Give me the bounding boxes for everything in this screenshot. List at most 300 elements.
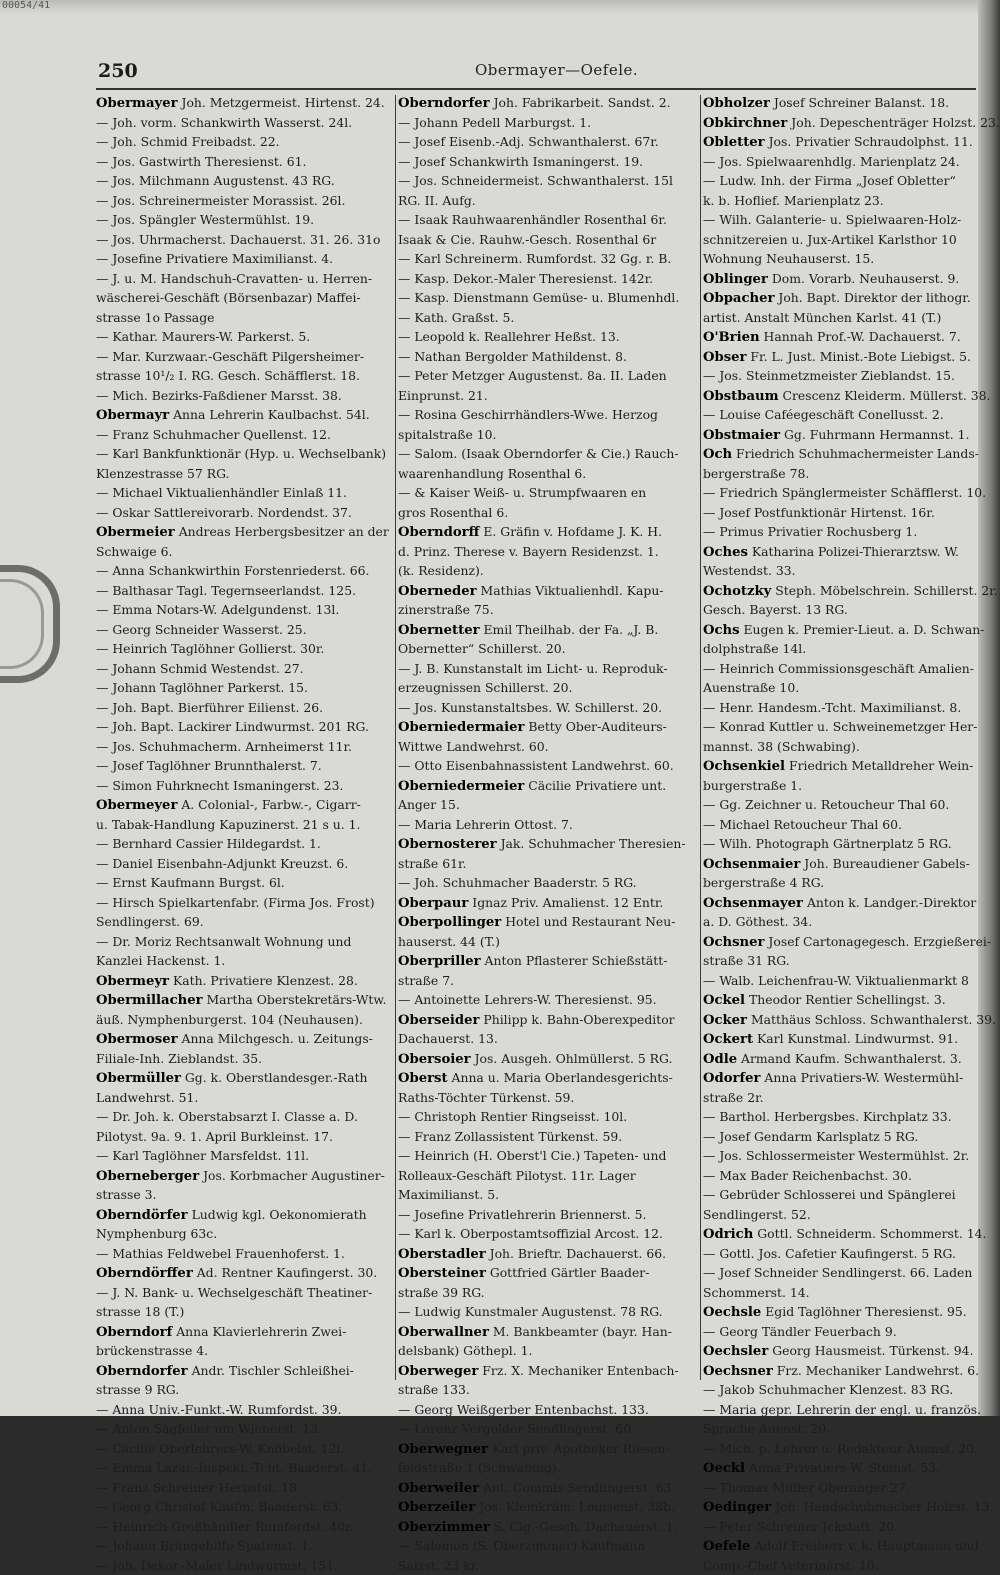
directory-entry bbox=[96, 581, 392, 601]
directory-entry bbox=[398, 776, 696, 796]
entry-text: Katharina Polizei-Thierarztsw. W. bbox=[748, 544, 959, 559]
directory-entry bbox=[96, 522, 392, 542]
entry-text: — Karl Taglöhner Marsfeldst. 11l. bbox=[96, 1148, 309, 1163]
directory-entry bbox=[703, 503, 982, 523]
directory-entry bbox=[703, 1224, 982, 1244]
entry-text: Karl Kunstmal. Lindwurmst. 91. bbox=[753, 1031, 958, 1046]
directory-entry bbox=[96, 795, 392, 815]
directory-entry bbox=[703, 366, 982, 386]
entry-surname: Ochsenkiel bbox=[703, 759, 785, 774]
directory-entry bbox=[96, 561, 392, 581]
entry-text: Ad. Rentner Kaufingerst. 30. bbox=[193, 1265, 377, 1280]
directory-entry bbox=[398, 1244, 696, 1264]
directory-entry bbox=[398, 1380, 696, 1400]
directory-entry bbox=[703, 464, 982, 484]
entry-text: Kath. Privatiere Klenzest. 28. bbox=[169, 973, 358, 988]
entry-text: Auenstraße 10. bbox=[703, 680, 799, 695]
entry-surname: Obpacher bbox=[703, 291, 774, 306]
entry-text: Joh. Depeschenträger Holzst. 23. bbox=[787, 115, 999, 130]
entry-surname: Oechsler bbox=[703, 1344, 768, 1359]
directory-entry bbox=[398, 932, 696, 952]
column-3 bbox=[703, 93, 982, 1383]
entry-text: — Johann Schmid Westendst. 27. bbox=[96, 661, 304, 676]
entry-text: Raths-Töchter Türkenst. 59. bbox=[398, 1090, 574, 1105]
directory-entry bbox=[96, 951, 392, 971]
entry-text: straße 7. bbox=[398, 973, 454, 988]
entry-text: — Dr. Moriz Rechtsanwalt Wohnung und bbox=[96, 934, 351, 949]
entry-text: — Georg Christof Kaufm. Baaderst. 63. bbox=[96, 1499, 342, 1514]
entry-surname: Oechsle bbox=[703, 1305, 761, 1320]
directory-entry bbox=[703, 1107, 982, 1127]
entry-text: Schommerst. 14. bbox=[703, 1285, 810, 1300]
directory-entry bbox=[398, 386, 696, 406]
entry-text: Jos. Privatier Schraudolphst. 11. bbox=[765, 134, 973, 149]
directory-entry bbox=[398, 1439, 696, 1459]
directory-entry bbox=[96, 756, 392, 776]
directory-entry bbox=[703, 1029, 982, 1049]
entry-text: äuß. Nymphenburgerst. 104 (Neuhausen). bbox=[96, 1012, 363, 1027]
scan-code: 00054/41 bbox=[2, 0, 50, 11]
entry-surname: Odle bbox=[703, 1052, 737, 1067]
entry-text: — Georg Weißgerber Entenbachst. 133. bbox=[398, 1402, 649, 1417]
directory-entry bbox=[703, 776, 982, 796]
entry-surname: Oberpriller bbox=[398, 954, 481, 969]
directory-entry bbox=[703, 1419, 982, 1439]
entry-text: Gottfried Gärtler Baader- bbox=[486, 1265, 650, 1280]
directory-entry bbox=[96, 854, 392, 874]
entry-text: — Josefine Privatlehrerin Briennerst. 5. bbox=[398, 1207, 646, 1222]
directory-entry bbox=[398, 171, 696, 191]
directory-entry bbox=[398, 912, 696, 932]
entry-text: delsbank) Göthepl. 1. bbox=[398, 1343, 532, 1358]
entry-text: — Barthol. Herbergsbes. Kirchplatz 33. bbox=[703, 1109, 952, 1124]
directory-entry bbox=[398, 756, 696, 776]
directory-entry bbox=[96, 1517, 392, 1537]
directory-entry bbox=[703, 171, 982, 191]
directory-entry bbox=[96, 1419, 392, 1439]
entry-text: — Thomas Müller Oberanger 27. bbox=[703, 1480, 910, 1495]
entry-text: Jos. Ausgeh. Ohlmüllerst. 5 RG. bbox=[471, 1051, 673, 1066]
directory-entry bbox=[96, 483, 392, 503]
entry-text: Obernetter“ Schillerst. 20. bbox=[398, 641, 566, 656]
entry-text: — Karl Bankfunktionär (Hyp. u. Wechselbank) bbox=[96, 446, 386, 461]
directory-entry bbox=[703, 737, 982, 757]
entry-surname: Oechsner bbox=[703, 1364, 773, 1379]
entry-text: — Wilh. Galanterie- u. Spielwaaren-Holz- bbox=[703, 212, 961, 227]
entry-text: schnitzereien u. Jux-Artikel Karlsthor 10 bbox=[703, 232, 957, 247]
directory-entry bbox=[703, 210, 982, 230]
entry-surname: Ochsner bbox=[703, 935, 764, 950]
entry-text: Joh. Fabrikarbeit. Sandst. 2. bbox=[490, 95, 671, 110]
directory-entry bbox=[398, 854, 696, 874]
entry-surname: Ockert bbox=[703, 1032, 753, 1047]
entry-surname: Ocker bbox=[703, 1013, 747, 1028]
directory-entry bbox=[703, 191, 982, 211]
entry-text: (k. Residenz). bbox=[398, 563, 484, 578]
directory-entry bbox=[96, 171, 392, 191]
entry-text: bergerstraße 78. bbox=[703, 466, 809, 481]
entry-surname: Obersoier bbox=[398, 1052, 471, 1067]
entry-text: — Heinrich Commissionsgeschäft Amalien- bbox=[703, 661, 974, 676]
directory-entry bbox=[96, 932, 392, 952]
entry-text: — Karl k. Oberpostamtsoffizial Arcost. 12. bbox=[398, 1226, 663, 1241]
entry-text: — Peter Schreiner Jckstatt. 20. bbox=[703, 1519, 898, 1534]
entry-text: — Josefine Privatiere Maximilianst. 4. bbox=[96, 251, 333, 266]
entry-text: burgerstraße 1. bbox=[703, 778, 802, 793]
entry-text: — Jos. Uhrmacherst. Dachauerst. 31. 26. 31o bbox=[96, 232, 380, 247]
directory-entry bbox=[96, 659, 392, 679]
entry-text: Cäcilie Privatiere unt. bbox=[524, 778, 666, 793]
entry-text: straße 61r. bbox=[398, 856, 466, 871]
entry-text: — Henr. Handesm.-Tcht. Maximilianst. 8. bbox=[703, 700, 961, 715]
directory-entry bbox=[96, 1107, 392, 1127]
directory-entry bbox=[398, 308, 696, 328]
entry-surname: Oberstadler bbox=[398, 1247, 486, 1262]
entry-text: waarenhandlung Rosenthal 6. bbox=[398, 466, 586, 481]
entry-surname: Obermeyer bbox=[96, 798, 177, 813]
entry-text: feldstraße 1 (Schwabing). bbox=[398, 1460, 561, 1475]
directory-entry bbox=[703, 1439, 982, 1459]
entry-text: — Dr. Joh. k. Oberstabsarzt I. Classe a. D. bbox=[96, 1109, 358, 1124]
directory-entry bbox=[398, 1010, 696, 1030]
directory-entry bbox=[96, 288, 392, 308]
directory-entry bbox=[703, 932, 982, 952]
entry-text: — Mar. Kurzwaar.-Geschäft Pilgersheimer- bbox=[96, 349, 364, 364]
directory-entry bbox=[703, 425, 982, 445]
directory-entry bbox=[703, 1458, 982, 1478]
entry-text: Sendlingerst. 52. bbox=[703, 1207, 811, 1222]
entry-text: Crescenz Kleiderm. Müllerst. 38. bbox=[779, 388, 991, 403]
entry-text: — Konrad Kuttler u. Schweinemetzger Her- bbox=[703, 719, 977, 734]
entry-text: — Maria Lehrerin Ottost. 7. bbox=[398, 817, 573, 832]
directory-entry bbox=[96, 1556, 392, 1575]
directory-entry bbox=[398, 425, 696, 445]
directory-entry bbox=[703, 1185, 982, 1205]
directory-entry bbox=[703, 561, 982, 581]
directory-entry bbox=[398, 1458, 696, 1478]
entry-text: zinerstraße 75. bbox=[398, 602, 494, 617]
entry-surname: Oberzimmer bbox=[398, 1520, 490, 1535]
entry-text: — Johann Brängehilfe Spatenst. 1. bbox=[96, 1538, 313, 1553]
directory-entry bbox=[703, 1322, 982, 1342]
directory-entry bbox=[96, 1380, 392, 1400]
directory-entry bbox=[96, 327, 392, 347]
entry-text: — Balthasar Tagl. Tegernseerlandst. 125. bbox=[96, 583, 356, 598]
entry-text: strasse 10¹/₂ I. RG. Gesch. Schäfflerst. 18. bbox=[96, 368, 360, 383]
directory-entry bbox=[96, 152, 392, 172]
directory-entry bbox=[703, 269, 982, 289]
directory-entry bbox=[703, 639, 982, 659]
directory-entry bbox=[703, 288, 982, 308]
directory-entry bbox=[96, 1400, 392, 1420]
entry-text: — Kath. Graßst. 5. bbox=[398, 310, 514, 325]
entry-surname: Obser bbox=[703, 350, 746, 365]
entry-surname: Obermillacher bbox=[96, 993, 203, 1008]
entry-text: k. b. Hoflief. Marienplatz 23. bbox=[703, 193, 884, 208]
entry-text: Westendst. 33. bbox=[703, 563, 796, 578]
entry-text: Pilotyst. 9a. 9. 1. April Burkleinst. 17. bbox=[96, 1129, 333, 1144]
directory-entry bbox=[703, 1556, 982, 1575]
directory-entry bbox=[96, 737, 392, 757]
directory-entry bbox=[96, 1536, 392, 1556]
entry-text: Jos. Kleinkräm. Louisenst. 38b. bbox=[475, 1499, 675, 1514]
entry-text: Joh. Metzgermeist. Hirtenst. 24. bbox=[178, 95, 385, 110]
entry-text: Matthäus Schloss. Schwanthalerst. 39. bbox=[747, 1012, 996, 1027]
directory-entry bbox=[96, 1205, 392, 1225]
directory-entry bbox=[703, 93, 982, 113]
entry-surname: Obletter bbox=[703, 135, 765, 150]
entry-text: artist. Anstalt München Karlst. 41 (T.) bbox=[703, 310, 941, 325]
directory-entry bbox=[398, 1517, 696, 1537]
entry-surname: Oberpollinger bbox=[398, 915, 501, 930]
directory-entry bbox=[398, 1224, 696, 1244]
directory-entry bbox=[703, 717, 982, 737]
entry-text: — Josef Taglöhner Brunnthalerst. 7. bbox=[96, 758, 322, 773]
directory-entry bbox=[398, 327, 696, 347]
directory-entry bbox=[703, 327, 982, 347]
directory-entry bbox=[703, 230, 982, 250]
directory-entry bbox=[398, 893, 696, 913]
directory-entry bbox=[703, 132, 982, 152]
directory-entry bbox=[398, 834, 696, 854]
entry-surname: Ochs bbox=[703, 623, 740, 638]
directory-entry bbox=[703, 1127, 982, 1147]
directory-entry bbox=[398, 93, 696, 113]
entry-text: — Bernhard Cassier Hildegardst. 1. bbox=[96, 836, 321, 851]
directory-entry bbox=[703, 1088, 982, 1108]
directory-entry bbox=[96, 1224, 392, 1244]
directory-entry bbox=[398, 815, 696, 835]
entry-text: — Franz Schuhmacher Quellenst. 12. bbox=[96, 427, 331, 442]
entry-surname: Oeckl bbox=[703, 1461, 745, 1476]
directory-entry bbox=[96, 620, 392, 640]
entry-text: Anger 15. bbox=[398, 797, 460, 812]
directory-entry bbox=[96, 1244, 392, 1264]
directory-entry bbox=[703, 1478, 982, 1498]
directory-entry bbox=[398, 464, 696, 484]
entry-text: Anna u. Maria Oberlandesgerichts- bbox=[448, 1070, 673, 1085]
entry-text: — Anna Schankwirthin Forstenriederst. 66. bbox=[96, 563, 369, 578]
directory-entry bbox=[96, 191, 392, 211]
directory-entry bbox=[96, 1029, 392, 1049]
entry-surname: Oberseider bbox=[398, 1013, 479, 1028]
entry-text: — Jos. Schneidermeist. Schwanthalerst. 15l bbox=[398, 173, 673, 188]
directory-entry bbox=[703, 698, 982, 718]
directory-entry bbox=[703, 1010, 982, 1030]
directory-entry bbox=[96, 639, 392, 659]
entry-surname: Odorfer bbox=[703, 1071, 760, 1086]
entry-surname: Oblinger bbox=[703, 272, 768, 287]
entry-text: gros Rosenthal 6. bbox=[398, 505, 508, 520]
entry-text: Karl priv. Apotheker Riesen- bbox=[488, 1441, 669, 1456]
directory-entry bbox=[96, 269, 392, 289]
directory-entry bbox=[96, 464, 392, 484]
directory-entry bbox=[703, 1244, 982, 1264]
entry-text: — Jos. Schlossermeister Westermühlst. 2r. bbox=[703, 1148, 969, 1163]
directory-entry bbox=[703, 1166, 982, 1186]
directory-entry bbox=[398, 503, 696, 523]
directory-entry bbox=[703, 1146, 982, 1166]
directory-entry bbox=[703, 854, 982, 874]
directory-entry bbox=[703, 113, 982, 133]
entry-surname: Oberndorfer bbox=[398, 96, 490, 111]
directory-entry bbox=[398, 1263, 696, 1283]
directory-entry bbox=[398, 1322, 696, 1342]
entry-text: Filiale-Inh. Zieblandst. 35. bbox=[96, 1051, 262, 1066]
directory-entry bbox=[398, 1478, 696, 1498]
directory-entry bbox=[398, 1107, 696, 1127]
directory-entry bbox=[96, 873, 392, 893]
entry-text: erzeugnissen Schillerst. 20. bbox=[398, 680, 572, 695]
directory-entry bbox=[96, 1478, 392, 1498]
entry-text: — Anna Univ.-Funkt.-W. Rumfordst. 39. bbox=[96, 1402, 341, 1417]
directory-entry bbox=[703, 483, 982, 503]
directory-entry bbox=[703, 249, 982, 269]
entry-text: — Josef Postfunktionär Hirtenst. 16r. bbox=[703, 505, 935, 520]
entry-surname: Obermeier bbox=[96, 525, 175, 540]
entry-text: Frz. Mechaniker Landwehrst. 6. bbox=[773, 1363, 979, 1378]
entry-surname: Obermüller bbox=[96, 1071, 181, 1086]
directory-entry bbox=[703, 756, 982, 776]
directory-entry bbox=[96, 971, 392, 991]
entry-text: Gg. Fuhrmann Hermannst. 1. bbox=[780, 427, 969, 442]
directory-entry bbox=[398, 951, 696, 971]
directory-entry bbox=[96, 405, 392, 425]
directory-entry bbox=[703, 990, 982, 1010]
entry-surname: Oches bbox=[703, 545, 748, 560]
entry-text: Joh. Bapt. Direktor der lithogr. bbox=[774, 290, 970, 305]
directory-entry bbox=[96, 1088, 392, 1108]
directory-entry bbox=[96, 1146, 392, 1166]
entry-text: Gesch. Bayerst. 13 RG. bbox=[703, 602, 848, 617]
directory-entry bbox=[398, 971, 696, 991]
entry-surname: Oberndörffer bbox=[96, 1266, 193, 1281]
entry-text: Landwehrst. 51. bbox=[96, 1090, 198, 1105]
entry-text: — Johann Pedell Marburgst. 1. bbox=[398, 115, 591, 130]
entry-text: Georg Hausmeist. Türkenst. 94. bbox=[768, 1343, 973, 1358]
entry-text: — Rosina Geschirrhändlers-Wwe. Herzog bbox=[398, 407, 658, 422]
directory-entry bbox=[398, 132, 696, 152]
directory-entry bbox=[703, 1497, 982, 1517]
entry-surname: Obkirchner bbox=[703, 116, 787, 131]
entry-text: RG. II. Aufg. bbox=[398, 193, 476, 208]
entry-surname: Oberndorf bbox=[96, 1325, 172, 1340]
directory-entry bbox=[398, 1536, 696, 1556]
entry-text: — Josef Schankwirth Ismaningerst. 19. bbox=[398, 154, 643, 169]
entry-surname: Oberniedermaier bbox=[398, 720, 524, 735]
entry-surname: Obernetter bbox=[398, 623, 480, 638]
entry-text: — Joh. Bapt. Bierführer Eilienst. 26. bbox=[96, 700, 323, 715]
entry-text: — Jos. Gastwirth Theresienst. 61. bbox=[96, 154, 306, 169]
entry-text: Klenzestrasse 57 RG. bbox=[96, 466, 229, 481]
entry-text: — Primus Privatier Rochusberg 1. bbox=[703, 524, 917, 539]
entry-text: — Max Bader Reichenbachst. 30. bbox=[703, 1168, 912, 1183]
entry-surname: Obholzer bbox=[703, 96, 770, 111]
directory-entry bbox=[96, 698, 392, 718]
directory-entry bbox=[96, 990, 392, 1010]
entry-text: M. Bankbeamter (bayr. Han- bbox=[489, 1324, 672, 1339]
entry-text: — Jos. Spängler Westermühlst. 19. bbox=[96, 212, 314, 227]
directory-entry bbox=[96, 717, 392, 737]
directory-entry bbox=[703, 1302, 982, 1322]
directory-entry bbox=[96, 1497, 392, 1517]
entry-text: straße 31 RG. bbox=[703, 953, 790, 968]
directory-entry bbox=[398, 1068, 696, 1088]
directory-entry bbox=[398, 600, 696, 620]
entry-text: — Josef Eisenb.-Adj. Schwanthalerst. 67r. bbox=[398, 134, 659, 149]
entry-text: Anna Privatiers-W. Westermühl- bbox=[760, 1070, 963, 1085]
entry-text: Frz. X. Mechaniker Entenbach- bbox=[478, 1363, 678, 1378]
entry-text: Dachauerst. 13. bbox=[398, 1031, 498, 1046]
directory-entry bbox=[398, 1556, 696, 1575]
entry-text: — Jos. Kunstanstaltsbes. W. Schillerst. 20. bbox=[398, 700, 662, 715]
entry-text: — J. u. M. Handschuh-Cravatten- u. Herren- bbox=[96, 271, 372, 286]
directory-entry bbox=[703, 405, 982, 425]
entry-surname: Oberwallner bbox=[398, 1325, 489, 1340]
entry-surname: Oberneder bbox=[398, 584, 477, 599]
entry-text: Maximilianst. 5. bbox=[398, 1187, 499, 1202]
entry-surname: Obermeyr bbox=[96, 974, 169, 989]
directory-entry bbox=[703, 1400, 982, 1420]
directory-entry bbox=[398, 678, 696, 698]
directory-entry bbox=[398, 444, 696, 464]
directory-entry bbox=[398, 581, 696, 601]
directory-entry bbox=[398, 1283, 696, 1303]
directory-entry bbox=[398, 152, 696, 172]
entry-text: Emil Theilhab. der Fa. „J. B. bbox=[480, 622, 659, 637]
directory-entry bbox=[398, 620, 696, 640]
directory-entry bbox=[398, 366, 696, 386]
directory-entry bbox=[96, 1361, 392, 1381]
directory-entry bbox=[398, 230, 696, 250]
entry-text: — Louise Caféegeschäft Conellusst. 2. bbox=[703, 407, 944, 422]
entry-text: Nymphenburg 63c. bbox=[96, 1226, 217, 1241]
directory-entry bbox=[703, 834, 982, 854]
entry-text: — Georg Schneider Wasserst. 25. bbox=[96, 622, 307, 637]
directory-entry bbox=[96, 1439, 392, 1459]
entry-text: — Gebrüder Schlosserei und Spänglerei bbox=[703, 1187, 956, 1202]
running-title: Obermayer—Oefele. bbox=[475, 61, 638, 79]
directory-entry bbox=[398, 269, 696, 289]
directory-entry bbox=[703, 1380, 982, 1400]
directory-entry bbox=[398, 1497, 696, 1517]
entry-text: a. D. Göthest. 34. bbox=[703, 914, 812, 929]
entry-text: hauserst. 44 (T.) bbox=[398, 934, 500, 949]
directory-entry bbox=[398, 288, 696, 308]
entry-surname: Oberweger bbox=[398, 1364, 478, 1379]
entry-text: — Ernst Kaufmann Burgst. 6l. bbox=[96, 875, 285, 890]
directory-entry bbox=[398, 1049, 696, 1069]
entry-text: Friedrich Schuhmachermeister Lands- bbox=[732, 446, 979, 461]
directory-entry bbox=[96, 366, 392, 386]
directory-entry bbox=[398, 1029, 696, 1049]
entry-surname: Oberst bbox=[398, 1071, 448, 1086]
entry-text: — Joh. vorm. Schankwirth Wasserst. 24l. bbox=[96, 115, 352, 130]
entry-text: Anton Pflasterer Schießstätt- bbox=[481, 953, 668, 968]
entry-text: — Georg Tändler Feuerbach 9. bbox=[703, 1324, 897, 1339]
entry-text: Mathias Viktualienhdl. Kapu- bbox=[477, 583, 664, 598]
directory-entry bbox=[96, 210, 392, 230]
directory-entry bbox=[703, 542, 982, 562]
entry-surname: Oberweiler bbox=[398, 1481, 479, 1496]
entry-surname: O'Brien bbox=[703, 330, 760, 345]
directory-entry bbox=[96, 834, 392, 854]
directory-entry bbox=[96, 912, 392, 932]
directory-entry bbox=[398, 795, 696, 815]
entry-text: — Isaak Rauhwaarenhändler Rosenthal 6r. bbox=[398, 212, 667, 227]
entry-text: — Otto Eisenbahnassistent Landwehrst. 60. bbox=[398, 758, 674, 773]
directory-entry bbox=[703, 873, 982, 893]
